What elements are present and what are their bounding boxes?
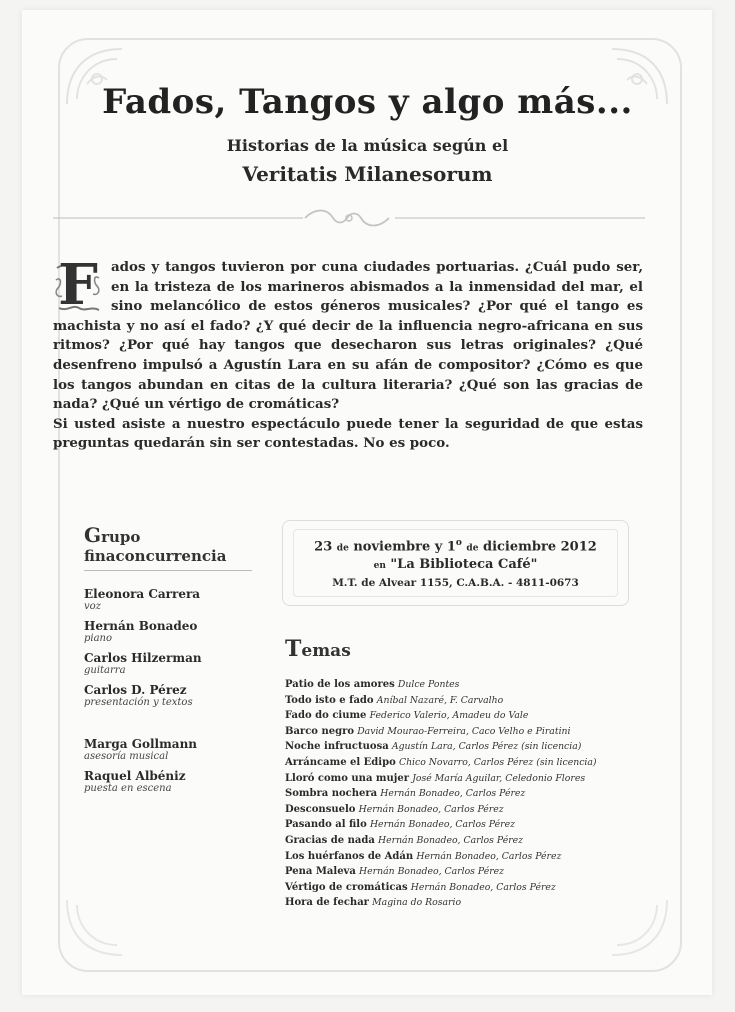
staff-item [84, 737, 254, 762]
song-title: Desconsuelo [285, 803, 356, 815]
intro-text [53, 252, 643, 454]
song-item [285, 849, 645, 865]
song-authors: David Mourao-Ferreira, Caco Velho e Piratini [357, 725, 571, 737]
song-title: Gracias de nada [285, 834, 375, 846]
intro-paragraph: ados y tangos tuvieron por cuna ciudades portuarias. ¿Cuál pudo ser, en la tristeza de los marineros abismados a la inmensidad del mar, el sino melancólico de estos géneros musicales? ¿Por qué el tango es machista y no así el fado? ¿Y qué decir de la influencia negro-africana en sus ritmos? ¿Por qué hay tangos que desecharon sus letras originales? ¿Qué desenfreno impulsó a Agustín Lara en su afán de compositor? ¿Cómo es que los tangos abundan en citas de la cultura literaria? ¿Qué son las gracias de nada? ¿Qué un vértigo de cromáticas? [53, 259, 643, 413]
song-authors: Hernán Bonadeo, Carlos Pérez [369, 819, 515, 831]
song-title: Fado do ciume [285, 710, 367, 722]
temas-title-cap: T [285, 636, 302, 662]
song-item [285, 786, 645, 802]
song-authors: Hernán Bonadeo, Carlos Pérez [410, 881, 556, 893]
event-venue-name: "La Biblioteca Café" [390, 557, 538, 572]
event-venue [283, 557, 628, 572]
song-item [285, 739, 645, 755]
member-role: presentación y textos [84, 697, 193, 708]
song-item [285, 724, 645, 740]
staff-item [84, 769, 254, 794]
event-address: M.T. de Alvear 1155, C.A.B.A. - 4811-0673 [332, 577, 579, 589]
scroll-divider-icon [53, 203, 645, 233]
subtitle-line-2: Veritatis Milanesorum [242, 162, 493, 186]
event-de: de [466, 543, 479, 554]
song-authors: Agustín Lara, Carlos Pérez (sin licencia) [391, 741, 582, 753]
song-item [285, 880, 645, 896]
song-item [285, 895, 645, 911]
event-month-a: noviembre y 1 [353, 539, 456, 555]
staff-name: Marga Gollmann [84, 737, 198, 751]
member-name: Carlos D. Pérez [84, 683, 187, 697]
staff-name: Raquel Albéniz [84, 769, 186, 783]
group-title [84, 523, 254, 566]
song-authors: Hernán Bonadeo, Carlos Pérez [378, 834, 524, 846]
song-title: Todo isto e fado [285, 694, 374, 706]
member-item [84, 651, 254, 676]
event-dates [283, 538, 628, 554]
member-name: Eleonora Carrera [84, 587, 201, 601]
song-item [285, 708, 645, 724]
corner-ornament-icon [62, 890, 132, 960]
song-item [285, 693, 645, 709]
event-ordinal: o [455, 538, 462, 548]
song-title: Lloró como una mujer [285, 772, 410, 784]
song-item [285, 802, 645, 818]
drop-cap-letter: F [58, 252, 98, 318]
song-title: Noche infructuosa [285, 741, 389, 753]
song-item [285, 755, 645, 771]
song-item [285, 817, 645, 833]
song-title: Hora de fechar [285, 897, 369, 909]
song-list [285, 677, 645, 911]
event-de: de [336, 543, 349, 554]
song-item [285, 833, 645, 849]
song-authors: José María Aguilar, Celedonio Flores [412, 772, 586, 784]
group-title-name: finaconcurrencia [84, 547, 227, 565]
song-title: Vértigo de cromáticas [285, 881, 408, 893]
song-item [285, 677, 645, 693]
staff-role: puesta en escena [84, 783, 172, 794]
song-authors: Aníbal Nazaré, F. Carvalho [376, 694, 504, 706]
song-title: Patio de los amores [285, 679, 395, 690]
event-day-a: 23 [314, 539, 333, 555]
song-authors: Chico Novarro, Carlos Pérez (sin licencia) [398, 756, 597, 768]
member-name: Hernán Bonadeo [84, 619, 198, 633]
song-title: Los huérfanos de Adán [285, 850, 414, 862]
intro-closing: Si usted asiste a nuestro espectáculo puede tener la seguridad de que estas preguntas quedarán sin ser contestadas. No es poco. [53, 415, 643, 452]
member-item [84, 683, 254, 708]
song-item [285, 864, 645, 880]
subtitle-line-1: Historias de la música según el [226, 136, 509, 155]
song-title: Pena Maleva [285, 866, 356, 878]
member-item [84, 619, 254, 644]
song-authors: Hernán Bonadeo, Carlos Pérez [416, 850, 562, 862]
song-item [285, 771, 645, 787]
drop-cap-ornament [53, 252, 103, 318]
event-info-box [282, 520, 629, 606]
event-month-b: diciembre 2012 [482, 539, 597, 555]
member-name: Carlos Hilzerman [84, 651, 202, 665]
member-item [84, 587, 254, 612]
spacer [84, 715, 254, 737]
group-divider [84, 570, 252, 571]
staff-role: asesoría musical [84, 751, 169, 762]
song-authors: Hernán Bonadeo, Carlos Pérez [359, 866, 505, 878]
song-authors: Hernán Bonadeo, Carlos Pérez [380, 788, 526, 800]
song-title: Sombra nochera [285, 788, 378, 800]
member-role: guitarra [84, 665, 126, 676]
member-role: piano [84, 633, 113, 644]
temas-title [285, 636, 351, 662]
event-en: en [373, 561, 386, 571]
page-title: Fados, Tangos y algo más... [102, 82, 633, 122]
song-title: Barco negro [285, 725, 355, 737]
song-title: Pasando al filo [285, 819, 367, 831]
song-authors: Magina do Rosario [372, 897, 462, 909]
song-title: Arráncame el Edipo [285, 756, 396, 768]
group-title-rest: rupo [101, 528, 141, 546]
group-section [84, 523, 254, 801]
temas-title-rest: emas [301, 641, 351, 661]
song-authors: Federico Valerio, Amadeu do Vale [369, 710, 529, 722]
member-role: voz [84, 601, 101, 612]
song-authors: Dulce Pontes [397, 679, 460, 690]
song-authors: Hernán Bonadeo, Carlos Pérez [358, 803, 504, 815]
group-title-cap: G [84, 523, 102, 547]
